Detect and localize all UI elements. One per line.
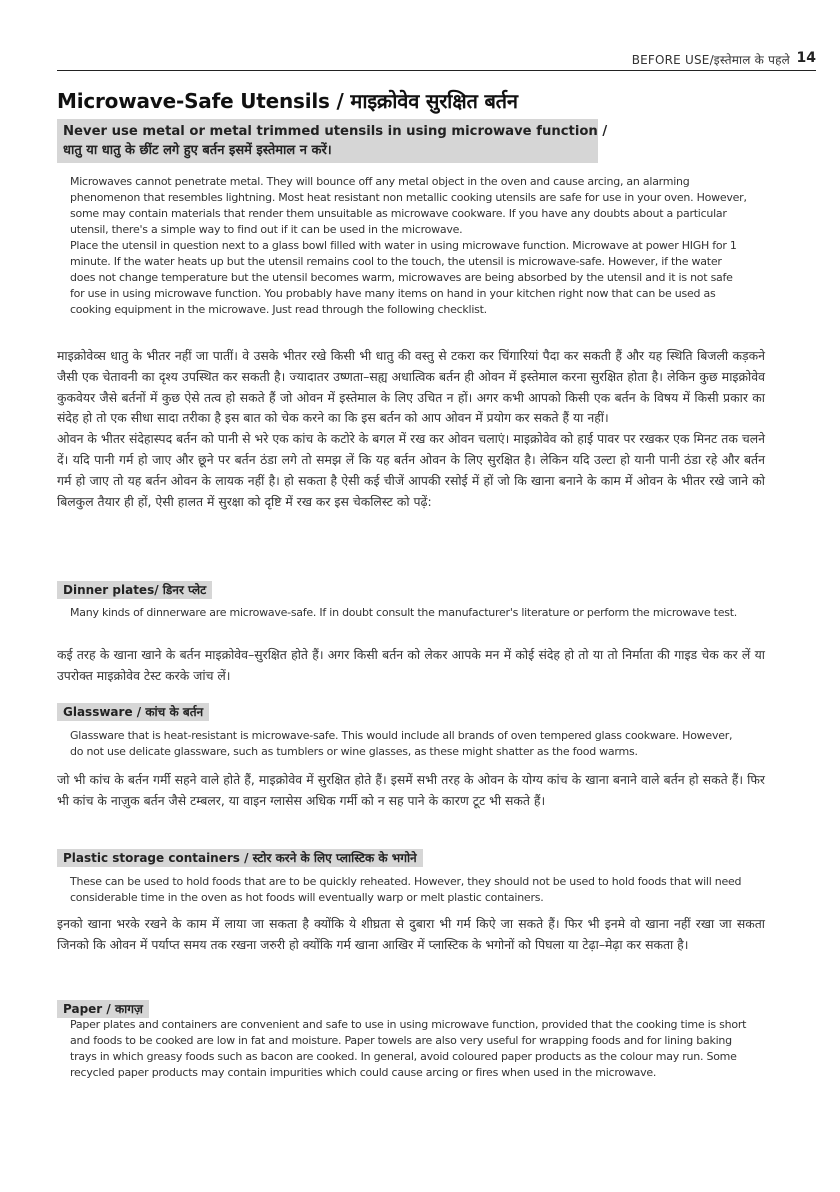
plastic-containers-english: These can be used to hold foods that are to be quickly reheated. However, they should not be used to hold foods that will need considerable time in the oven as hot foods will eventually warp or melt plastic containers. xyxy=(70,875,742,904)
page-number: 14 xyxy=(796,50,816,66)
intro-english-paragraph-1: Microwaves cannot penetrate metal. They will bounce off any metal object in the oven and cause arcing, an alarming phenomenon that resembles lightning. Most heat resistant non metallic cooking utensils are safe for use in your oven. However, some may contain materials that render them unsuitable as microwave cookware. If you have any doubts about a particular utensil, there's a simple way to find out if it can be used in the microwave. xyxy=(70,175,747,236)
warning-box xyxy=(57,119,608,163)
intro-english xyxy=(70,174,748,318)
intro-hindi-paragraph-1: माइक्रोवेव्स धातु के भीतर नहीं जा पातीं। वे उसके भीतर रखे किसी भी धातु की वस्तु से टकरा कर चिंगारियां पैदा कर सकती हैं और यह स्थिति बिजली कड़कने जैसी एक चेतावनी का दृश्य उपस्थित कर सकती है। ज्यादातर उष्णता–सह्य अधात्विक बर्तन ही ओवन में इस्तेमाल करना सुरक्षित होता है। लेकिन कुछ माइक्रोवेव कुकवेयर जैसे बर्तनों में कुछ ऐसे तत्व हो सकते हैं जो ओवन में इस्तेमाल के लिए उचित न हों। अगर कभी आपको किसी एक बर्तन के विषय में किसी प्रकार का संदेह हो तो एक सीधा सादा तरीका है इस बात को चेक करने का कि इस बर्तन को आप ओवन में प्रयोग कर सकते हैं या नहीं। xyxy=(57,348,765,426)
dinner-plates-english: Many kinds of dinnerware are microwave-safe. If in doubt consult the manufacturer's literature or perform the microwave test. xyxy=(70,606,738,619)
intro-english-paragraph-2: Place the utensil in question next to a glass bowl filled with water in using microwave function. Microwave at power HIGH for 1 minute. If the water heats up but the utensil remains cool to the touch, the utensil is microwave-safe. However, if the water does not change temperature but the utensil becomes warm, microwaves are being absorbed by the utensil and it is not safe for use in using microwave function. You probably have many items on hand in your kitchen right now that can be used as cooking equipment in the microwave. Just read through the following checklist. xyxy=(70,239,737,316)
paper-english: Paper plates and containers are convenient and safe to use in using microwave function, provided that the cooking time is short and foods to be cooked are low in fat and moisture. Paper towels are also very useful for wrapping foods and for lining baking trays in which greasy foods such as bacon are cooked. In general, avoid coloured paper products as the colour may run. Some recycled paper products may contain impurities which could cause arcing or fires when used in the microwave. xyxy=(70,1018,747,1079)
glassware-heading: Glassware / कांच के बर्तन xyxy=(57,703,209,721)
warning-line-english: Never use metal or metal trimmed utensils in using microwave function / xyxy=(63,124,608,139)
dinner-plates-heading: Dinner plates/ डिनर प्लेट xyxy=(57,581,212,599)
warning-line-hindi: धातु या धातु के छींट लगे हुए बर्तन इसमें इस्तेमाल न करें। xyxy=(63,143,332,158)
plastic-containers-hindi: इनको खाना भरके रखने के काम में लाया जा सकता है क्योंकि ये शीघ्रता से दुबारा भी गर्म किऐ जा सकते हैं। फिर भी इनमे वो खाना नहीं रखा जा सकता जिनको कि ओवन में पर्याप्त समय तक रखना जरुरी हो क्योंकि गर्म खाना आखिर में प्लास्टिक के भगोनों को पिघला या टेढ़ा–मेढ़ा कर सकता है। xyxy=(57,916,765,952)
intro-hindi-paragraph-2: ओवन के भीतर संदेहास्पद बर्तन को पानी से भरे एक कांच के कटोरे के बगल में रख कर ओवन चलाएं। माइक्रोवेव को हाई पावर पर रखकर एक मिनट तक चलने दें। यदि पानी गर्म हो जाए और छूने पर बर्तन ठंडा लगे तो समझ लें कि यह बर्तन ओवन के लिए सुरक्षित है। लेकिन यदि उल्टा हो यानी पानी ठंडा रहे और बर्तन गर्म हो जाए तो यह बर्तन ओवन के लायक नहीं है। हो सकता है ऐसी कई चीजें आपकी रसोई में हों जो कि खाना बनाने के काम में ओवन के भीतर रखे जाने को बिलकुल तैयार ही हों, ऐसी हालत में सुरक्षा को दृष्टि में रख कर इस चेकलिस्ट को पढ़ें: xyxy=(57,431,765,509)
page-header xyxy=(57,50,816,71)
dinner-plates-hindi: कई तरह के खाना खाने के बर्तन माइक्रोवेव–सुरक्षित होते हैं। अगर किसी बर्तन को लेकर आपके मन में कोई संदेह हो तो या तो निर्माता की गाइड चेक कर लें या उपरोक्त माइक्रोवेव टेस्ट करके जांच लें। xyxy=(57,647,765,683)
glassware-english: Glassware that is heat-resistant is microwave-safe. This would include all brands of oven tempered glass cookware. However, do not use delicate glassware, such as tumblers or wine glasses, as these might shatter as the food warms. xyxy=(70,729,733,758)
page-title: Microwave-Safe Utensils / माइक्रोवेव सुरक्षित बर्तन xyxy=(57,89,518,113)
intro-hindi xyxy=(57,346,765,512)
header-section-title: BEFORE USE/इस्तेमाल के पहले xyxy=(631,53,790,67)
paper-heading: Paper / कागज़ xyxy=(57,1000,149,1018)
plastic-containers-heading: Plastic storage containers / स्टोर करने के लिए प्लास्टिक के भगोने xyxy=(57,849,423,867)
glassware-hindi: जो भी कांच के बर्तन गर्मी सहने वाले होते हैं, माइक्रोवेव में सुरक्षित होते हैं। इसमें सभी तरह के ओवन के योग्य कांच के खाना बनाने वाले बर्तन हो सकते हैं। फिर भी कांच के नाज़ुक बर्तन जैसे टम्बलर, या वाइन ग्लासेस अधिक गर्मी को न सह पाने के कारण टूट भी सकते हैं। xyxy=(57,772,765,808)
